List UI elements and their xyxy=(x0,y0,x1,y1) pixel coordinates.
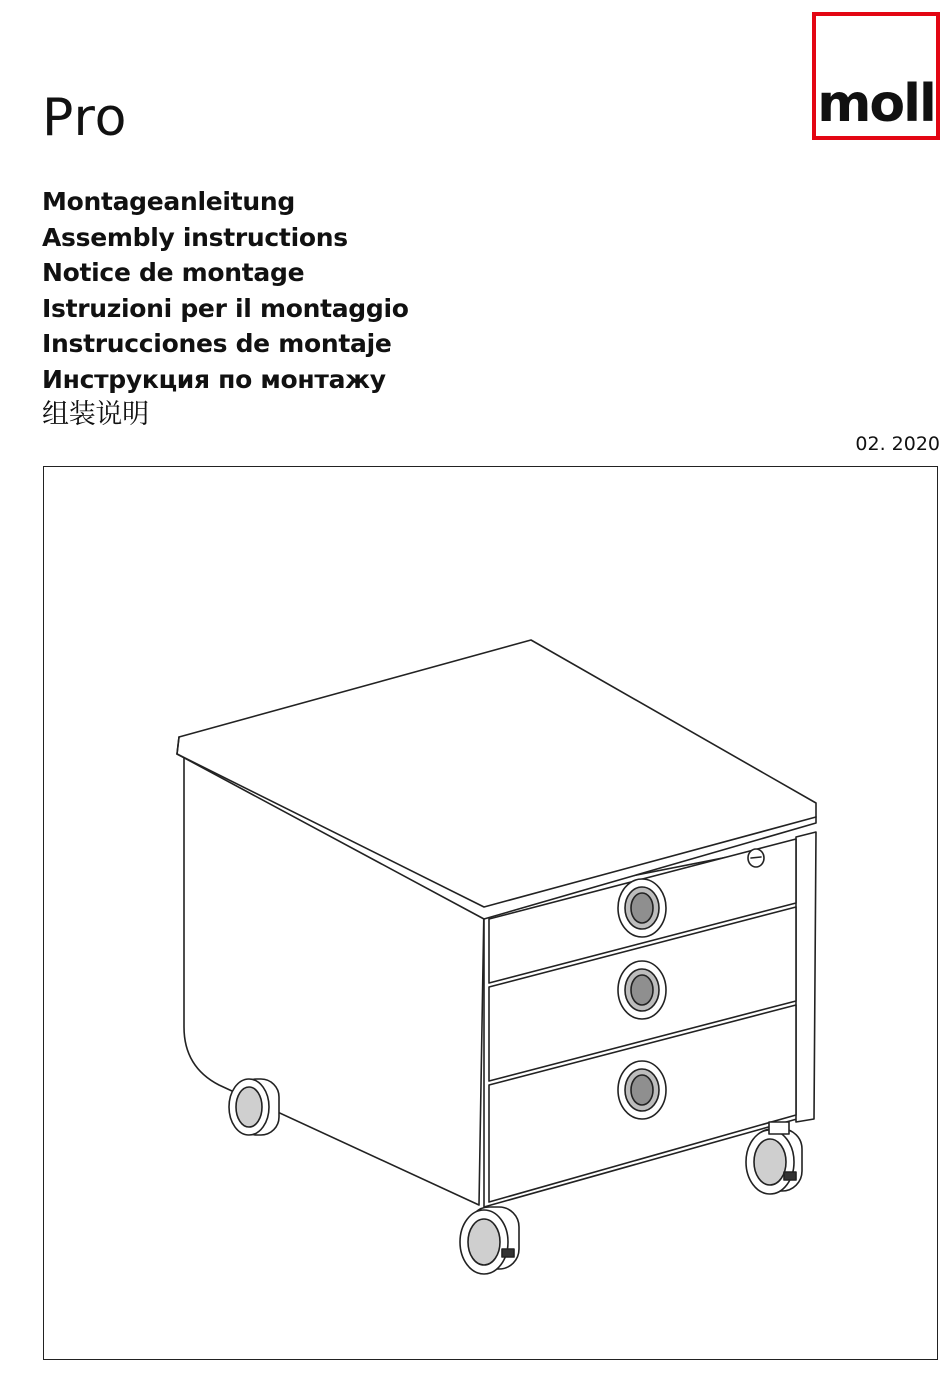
product-title: Pro xyxy=(42,88,128,148)
instruction-titles xyxy=(42,184,409,433)
logo-wordmark: moll xyxy=(817,74,935,134)
right-side-rail xyxy=(796,832,816,1122)
drawer-container-illustration xyxy=(44,467,939,1361)
castor-back-left xyxy=(229,1079,279,1135)
title-russian: Инструкция по монтажу xyxy=(42,364,386,394)
castor-front-right xyxy=(769,1122,789,1134)
castor-front-left xyxy=(460,1207,519,1274)
illustration-frame xyxy=(43,466,938,1360)
handle-top xyxy=(618,879,666,937)
handle-middle xyxy=(618,961,666,1019)
title-french: Notice de montage xyxy=(42,258,305,287)
title-chinese: 组装说明 xyxy=(42,399,149,430)
title-german: Montageanleitung xyxy=(42,187,295,216)
title-english: Assembly instructions xyxy=(42,222,348,252)
moll-logo xyxy=(812,12,940,140)
title-spanish: Instrucciones de montaje xyxy=(42,329,392,358)
edition-date: 02. 2020 xyxy=(855,433,940,455)
castor-back-right xyxy=(746,1129,802,1194)
title-italian: Istruzioni per il montaggio xyxy=(42,293,409,323)
handle-bottom xyxy=(618,1061,666,1119)
